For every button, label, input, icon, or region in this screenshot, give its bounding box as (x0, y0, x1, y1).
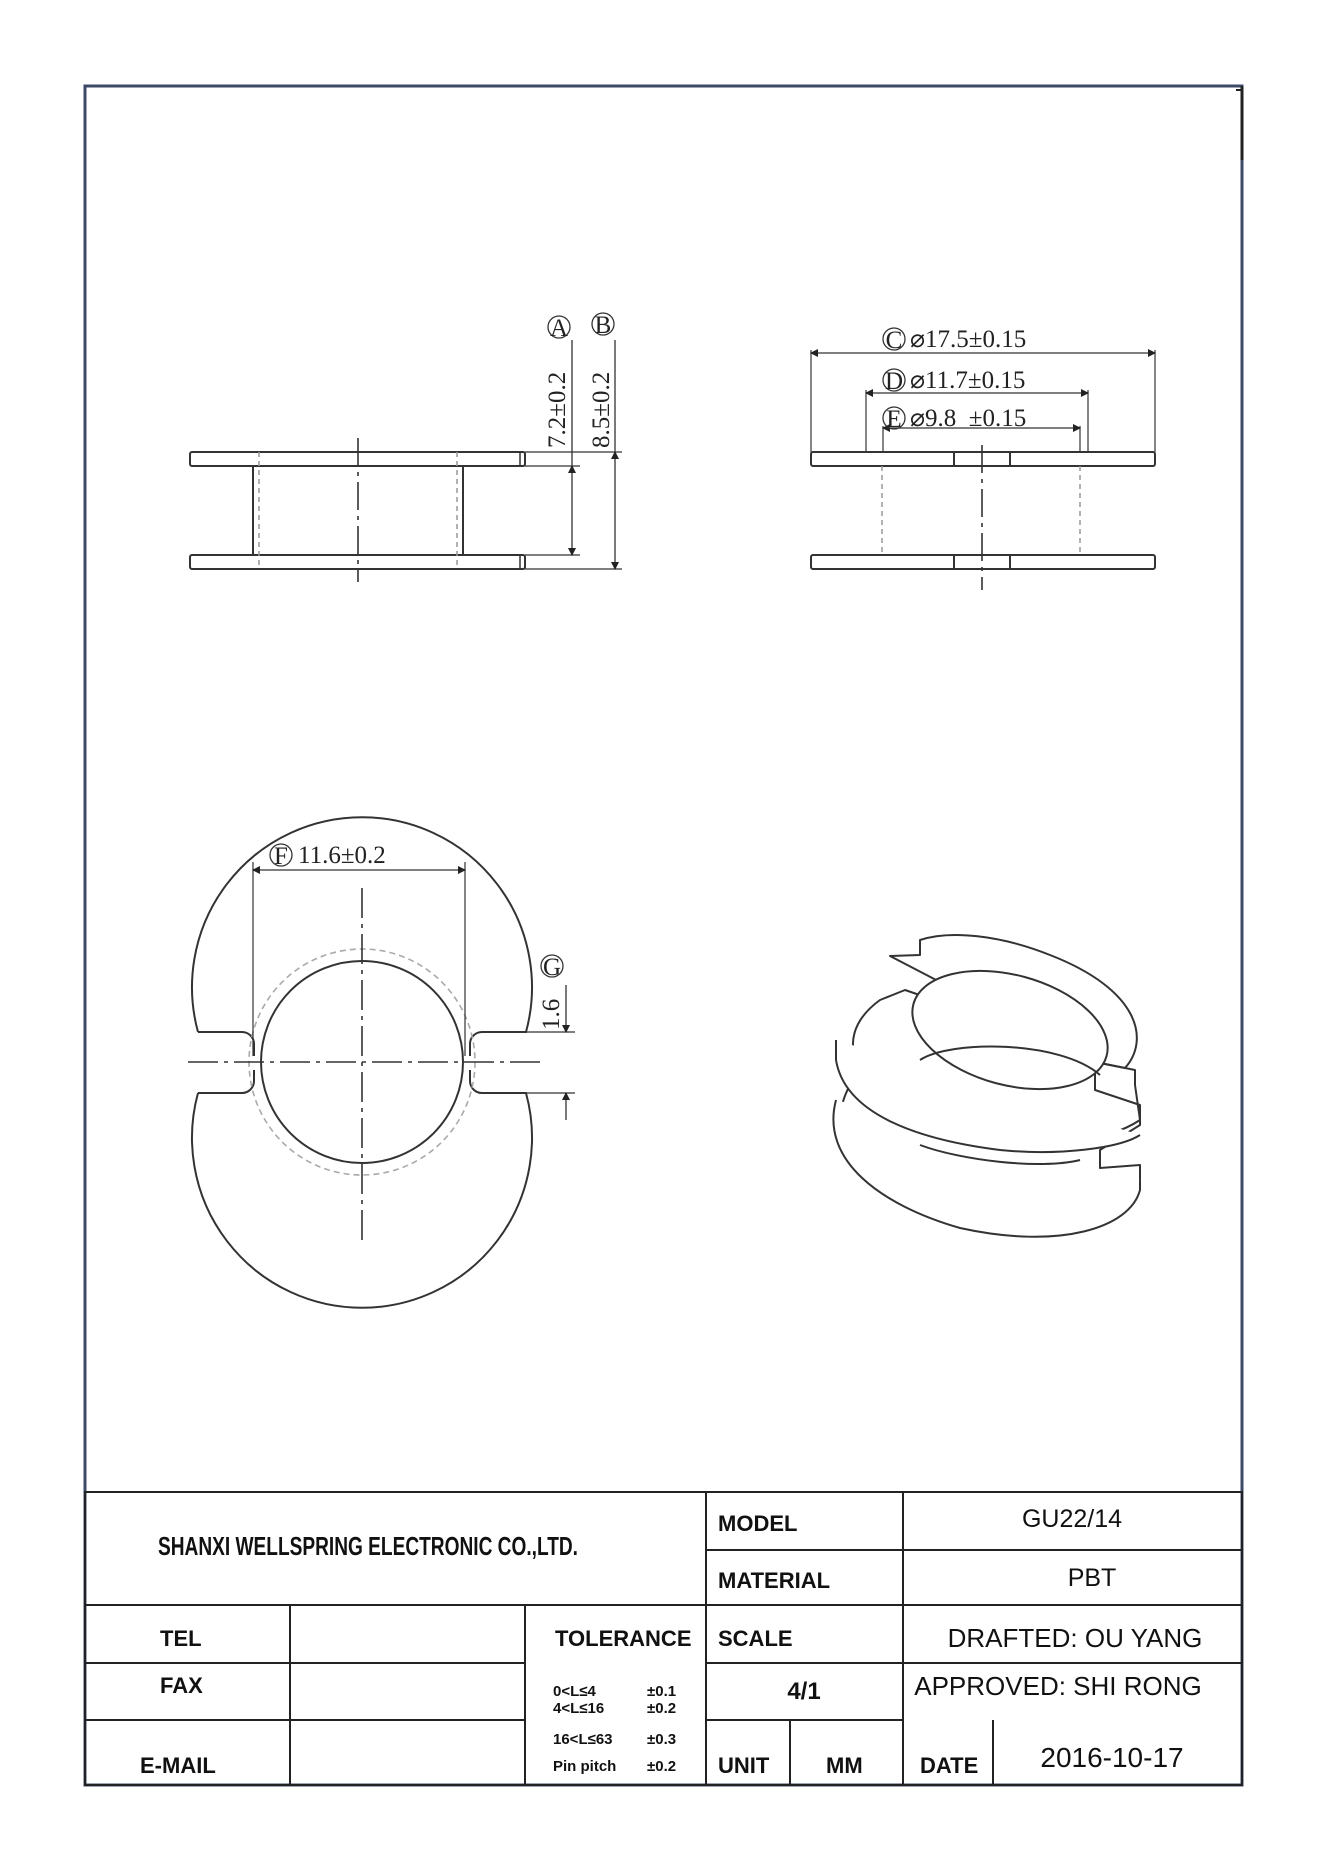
dimension-b-value: 8.5±0.2 (588, 371, 615, 448)
dimension-c-value: ⌀17.5±0.15 (910, 326, 1027, 353)
tolerance-range: 16<L≤63 (553, 1731, 613, 1748)
dimension-e-value: ⌀9.8 ±0.15 (910, 405, 1027, 432)
unit-label: UNIT (718, 1753, 770, 1778)
dimension-F (270, 842, 386, 870)
dimension-g-value: 1.6 (538, 998, 565, 1030)
dimension-G (538, 954, 565, 1030)
tolerance-label: TOLERANCE (555, 1626, 692, 1651)
tolerance-value: ±0.2 (647, 1758, 677, 1775)
material-value: PBT (1067, 1564, 1117, 1592)
tolerance-range: 4<L≤16 (553, 1700, 605, 1717)
dimension-c-label: C (885, 327, 903, 354)
date-label: DATE (920, 1753, 979, 1778)
dimension-A (544, 315, 571, 448)
dimension-f-label: F (274, 843, 288, 870)
tolerance-table (553, 1683, 676, 1775)
isometric-view (833, 935, 1140, 1237)
dimension-g-label: G (542, 954, 562, 981)
dimension-D (883, 367, 1025, 395)
email-label: E-MAIL (140, 1753, 216, 1778)
scale-value: 4/1 (787, 1678, 821, 1705)
company-name: SHANXI WELLSPRING ELECTRONIC CO.,LTD. (158, 1531, 578, 1561)
dimension-f-value: 11.6±0.2 (298, 842, 386, 869)
material-label: MATERIAL (718, 1568, 831, 1593)
scale-label: SCALE (718, 1626, 793, 1651)
dimension-d-label: D (884, 368, 904, 395)
tolerance-range: Pin pitch (553, 1758, 617, 1775)
approved-by: APPROVED: SHI RONG (914, 1671, 1202, 1701)
dimension-b-label: B (594, 312, 612, 339)
tolerance-value: ±0.2 (647, 1700, 677, 1717)
dimension-C (883, 326, 1026, 354)
date-value: 2016-10-17 (1040, 1742, 1184, 1773)
dimension-a-value: 7.2±0.2 (544, 371, 571, 448)
drafted-by: DRAFTED: OU YANG (947, 1623, 1203, 1653)
dimension-B (588, 312, 615, 448)
fax-label: FAX (160, 1673, 203, 1698)
tel-label: TEL (160, 1626, 202, 1651)
dimension-e-label: E (886, 406, 902, 433)
tolerance-value: ±0.1 (647, 1683, 677, 1700)
model-label: MODEL (718, 1511, 798, 1536)
dimension-a-label: A (549, 315, 569, 342)
tolerance-range: 0<L≤4 (553, 1683, 596, 1700)
unit-value: MM (826, 1753, 863, 1778)
dimension-E (883, 405, 1026, 433)
model-value: GU22/14 (1021, 1505, 1123, 1533)
top-view (188, 817, 575, 1308)
tolerance-value: ±0.3 (647, 1731, 677, 1748)
dimension-d-value: ⌀11.7±0.15 (910, 367, 1026, 394)
